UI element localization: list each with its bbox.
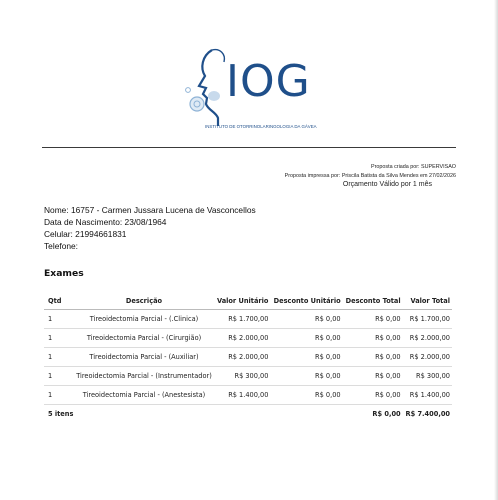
iog-logo <box>172 46 322 138</box>
table-row <box>44 386 452 405</box>
table-row <box>44 310 452 329</box>
cell-total-discount: R$ 0,00 <box>343 329 403 348</box>
cell-total-value: R$ 2.000,00 <box>403 348 452 367</box>
cell-qtd: 1 <box>44 329 74 348</box>
table-row <box>44 329 452 348</box>
header-unit-value: Valor Unitário <box>214 292 270 310</box>
patient-phone: Telefone: <box>44 241 78 251</box>
cell-unit-discount: R$ 0,00 <box>270 310 342 329</box>
header-total-value: Valor Total <box>403 292 452 310</box>
cell-unit-discount: R$ 0,00 <box>270 329 342 348</box>
cell-total-value: R$ 300,00 <box>403 367 452 386</box>
patient-cell: Celular: 21994661831 <box>44 229 127 239</box>
footer-empty-unit-discount <box>270 405 342 424</box>
created-by-text: Proposta criada por: SUPERVISAO <box>371 164 456 170</box>
table-row <box>44 348 452 367</box>
cell-unit-value: R$ 300,00 <box>214 367 270 386</box>
header-qtd: Qtd <box>44 292 74 310</box>
page-edge-shadow <box>494 0 498 500</box>
footer-discount-total: R$ 0,00 <box>372 410 401 418</box>
cell-description: Tireoidectomia Parcial - (Auxiliar) <box>74 348 214 367</box>
cell-description: Tireoidectomia Parcial - (Instrumentador) <box>74 367 214 386</box>
cell-total-value: R$ 2.000,00 <box>403 329 452 348</box>
cell-qtd: 1 <box>44 386 74 405</box>
exams-table <box>44 292 452 423</box>
items-count: 5 itens <box>48 410 74 418</box>
section-title: Exames <box>44 268 84 279</box>
cell-qtd: 1 <box>44 367 74 386</box>
cell-qtd: 1 <box>44 310 74 329</box>
cell-unit-value: R$ 2.000,00 <box>214 329 270 348</box>
cell-qtd: 1 <box>44 348 74 367</box>
cell-total-value: R$ 1.700,00 <box>403 310 452 329</box>
table-header-row <box>44 292 452 310</box>
cell-unit-discount: R$ 0,00 <box>270 367 342 386</box>
cell-unit-discount: R$ 0,00 <box>270 386 342 405</box>
validity-text: Orçamento Válido por 1 mês <box>342 181 432 188</box>
table-footer-row <box>44 405 452 424</box>
header-divider <box>42 147 456 148</box>
header-description: Descrição <box>74 292 214 310</box>
cell-unit-value: R$ 1.400,00 <box>214 386 270 405</box>
cell-unit-value: R$ 2.000,00 <box>214 348 270 367</box>
cell-description: Tireoidectomia Parcial - (.Clinica) <box>74 310 214 329</box>
logo-text: IOG <box>226 56 311 107</box>
footer-grand-total: R$ 7.400,00 <box>405 410 450 418</box>
cell-description: Tireoidectomia Parcial - (Cirurgião) <box>74 329 214 348</box>
header-unit-discount: Desconto Unitário <box>270 292 342 310</box>
cell-total-value: R$ 1.400,00 <box>403 386 452 405</box>
cell-unit-discount: R$ 0,00 <box>270 348 342 367</box>
logo-subtitle: INSTITUTO DE OTORRINOLARINGOLOGIA DA GÁVEA <box>205 124 317 129</box>
cell-unit-value: R$ 1.700,00 <box>214 310 270 329</box>
printed-by-text: Proposta impressa por: Priscila Batista da Silva Mendes em 27/02/2026 <box>284 173 456 179</box>
footer-empty-unit-value <box>214 405 270 424</box>
cell-total-discount: R$ 0,00 <box>343 310 403 329</box>
header-total-discount: Desconto Total <box>343 292 403 310</box>
cell-total-discount: R$ 0,00 <box>343 386 403 405</box>
patient-name: Nome: 16757 - Carmen Jussara Lucena de Vasconcellos <box>44 205 256 215</box>
patient-birth-date: Data de Nascimento: 23/08/1964 <box>44 217 167 227</box>
cell-total-discount: R$ 0,00 <box>343 348 403 367</box>
cell-total-discount: R$ 0,00 <box>343 367 403 386</box>
cell-description: Tireoidectomia Parcial - (Anestesista) <box>74 386 214 405</box>
table-row <box>44 367 452 386</box>
